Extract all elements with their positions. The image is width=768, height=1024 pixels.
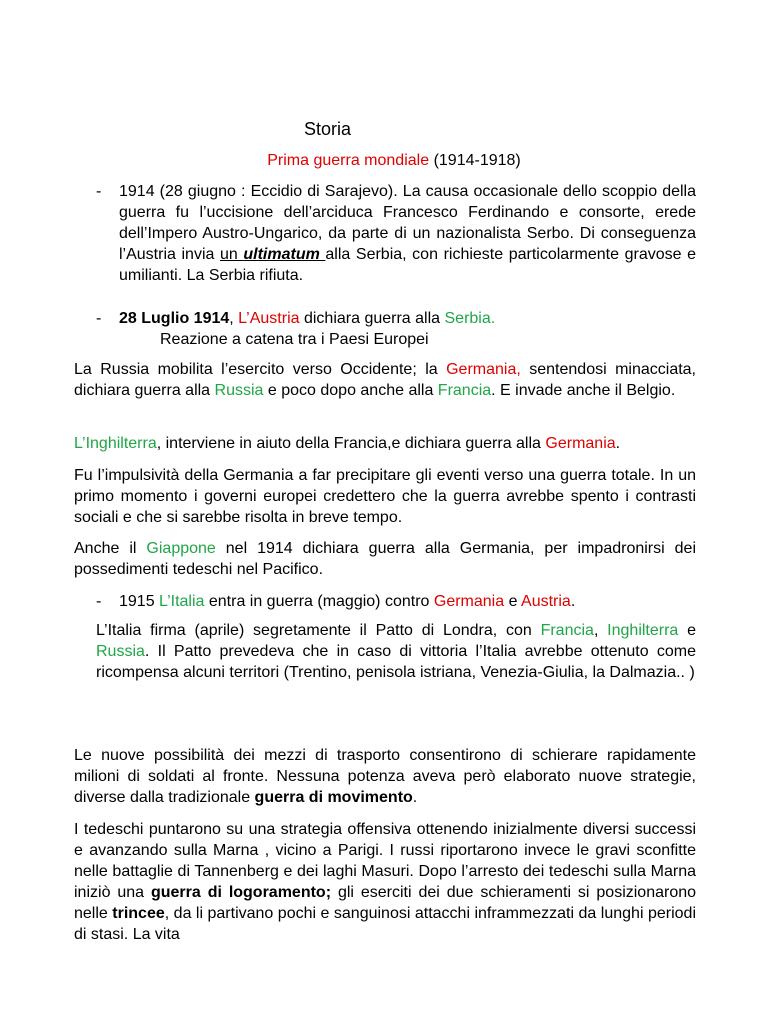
page-title: Storia [304,119,352,139]
bullet-dash: - [96,310,102,327]
text-run: dichiara guerra alla [299,310,445,327]
text-run: nel 1914 dichiara guerra alla Germania, per impadronirsi dei possedimenti tedeschi nel Pacifico. [74,540,696,578]
country-italia: L’Italia [159,593,205,610]
bullet-1914-text [119,181,696,286]
text-run: La Russia mobilita l’esercito verso Occidente; la [74,361,447,378]
text-run: Anche il [74,540,147,557]
text-run: Le nuove possibilità dei mezzi di trasporto consentirono di schierare rapidamente milioni di soldati al fronte. Nessuna potenza aveva però elaborato nuove strategie, diverse dalla tradizionale [74,747,696,806]
bullet-dash: - [96,593,102,610]
term-guerra-logoramento: guerra di logoramento; [150,884,332,901]
reaction-line: Reazione a catena tra i Paesi Europei [160,331,429,348]
paragraph-giappone [74,538,696,580]
country-russia: Russia [214,382,264,399]
country-russia: Russia [96,643,145,660]
term-trincee: trincee [112,905,165,922]
text-run: sentendosi minacciata, dichiara guerra alla [74,361,697,399]
country-germania: Germania, [446,361,521,378]
text-run: I tedeschi puntarono su una strategia offensiva ottenendo inizialmente diversi successi e avanzando sulla Marna , vicino a Parigi. I russi riportarono invece le gravi sconfitte nelle battaglie di Tannenberg e dei laghi Masuri. Dopo l’arresto dei tedeschi sulla Marna iniziò una [74,821,696,901]
paragraph-tedeschi [74,819,696,945]
paragraph-russia [74,359,696,401]
bullet-1915-text [119,591,696,612]
country-inghilterra: L’Inghilterra [74,435,157,452]
country-serbia: Serbia. [444,310,496,327]
paragraph-inghilterra [74,433,696,454]
paragraph-impulsivita [74,465,696,528]
country-germania: Germania [433,593,505,610]
text-run: , [229,310,239,327]
paragraph-patto-londra [96,620,696,683]
subtitle-years: (1914-1918) [433,152,521,169]
text-run: 1914 (28 giugno : Eccidio di Sarajevo). La causa occasionale dello scoppio della guerra fu l’uccisione dell’arciduca Francesco Ferdinando e consorte, erede dell’Impero Austro-Ungarico, da parte di un nazionalista Serbo. Di conseguenza l’Austria invia [119,183,696,263]
paragraph-trasporto [74,745,696,808]
country-inghilterra: Inghilterra [607,622,679,639]
text-run: , da li partivano pochi e sanguinosi attacchi inframmezzati da lunghi periodi di stasi. La vita [74,905,697,943]
country-austria: Austria [521,593,571,610]
subtitle [0,150,768,172]
bullet-1914 [96,181,696,286]
text-run: . E invade anche il Belgio. [491,382,676,399]
text-run: entra in guerra (maggio) contro [204,593,434,610]
ultimatum-term: ultimatum [243,246,326,263]
country-francia: Francia [540,622,594,639]
text-run: gli eserciti dei due schieramenti si posizionarono nelle [74,884,697,922]
country-germania: Germania [545,435,616,452]
text-run: , [593,622,608,639]
text-run: e [678,622,697,639]
text-run: . [412,789,418,806]
text-run: e poco dopo anche alla [263,382,438,399]
text-run: Fu l’impulsività della Germania a far precipitare gli eventi verso una guerra totale. In un primo momento i governi europei credettero che la guerra avrebbe spento i contrasti sociali e che si sarebbe risolta in breve tempo. [74,467,696,526]
text-run: un [219,246,244,263]
country-giappone: Giappone [146,540,216,557]
text-run: L’Italia firma (aprile) segretamente il Patto di Londra, con [96,622,541,639]
bullet-1915 [96,591,696,612]
text-run: e [504,593,522,610]
text-run: alla Serbia, con richieste particolarmente gravose e umilianti. La Serbia rifiuta. [119,246,696,284]
text-run: 1915 [119,593,160,610]
text-run: , interviene in aiuto della Francia,e dichiara guerra alla [156,435,546,452]
country-francia: Francia [437,382,492,399]
bullet-28-luglio-text [119,308,696,329]
text-run: . [570,593,576,610]
term-guerra-movimento: guerra di movimento [254,789,413,806]
text-run: . [615,435,621,452]
subtitle-topic: Prima guerra mondiale [267,152,430,169]
bullet-dash: - [96,183,102,200]
country-austria: L’Austria [238,310,300,327]
date-bold: 28 Luglio 1914 [119,310,230,327]
text-run: . Il Patto prevedeva che in caso di vittoria l’Italia avrebbe ottenuto come ricompensa alcuni territori (Trentino, penisola istriana, Venezia-Giulia, la Dalmazia.. ) [96,643,696,681]
bullet-28-luglio [96,308,696,329]
